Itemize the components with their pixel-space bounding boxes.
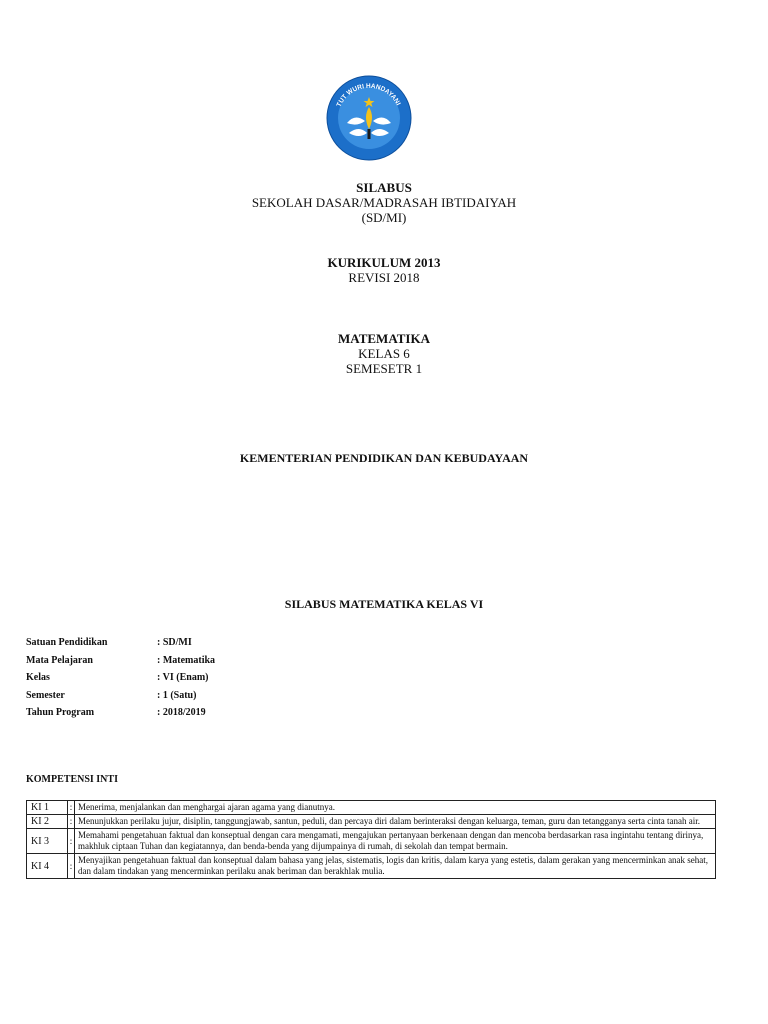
ki-text: Memahami pengetahuan faktual dan konseptual dengan cara mengamati, mengajukan pertanyaan berkenaan dengan dan mencoba berdasarkan rasa ingintahu tentang dirinya, makhluk ciptaan Tuhan dan kegiatannya, dan benda-benda yang dijumpainya di rumah, di sekolah dan tempat bermain. (75, 829, 716, 854)
info-value: : 1 (Satu) (157, 689, 197, 701)
table-row (27, 801, 716, 815)
info-label: Semester (26, 689, 65, 701)
info-label: Kelas (26, 672, 50, 683)
subject: MATEMATIKA (338, 331, 430, 346)
curriculum-block (0, 255, 768, 285)
info-row (26, 707, 215, 725)
info-value: : VI (Enam) (157, 672, 209, 683)
curriculum: KURIKULUM 2013 (327, 255, 441, 270)
ki-table (26, 800, 716, 879)
info-row (26, 655, 215, 673)
syllabus-title: SILABUS MATEMATIKA KELAS VI (284, 597, 484, 611)
svg-text:TUT WURI HANDAYANI: TUT WURI HANDAYANI (335, 82, 402, 109)
info-label: Tahun Program (26, 707, 95, 718)
ki-code: KI 3 (27, 829, 68, 854)
table-row (27, 815, 716, 829)
school-line-1: SEKOLAH DASAR/MADRASAH IBTIDAIYAH (251, 195, 517, 210)
semester: SEMESETR 1 (345, 361, 423, 376)
subject-block (0, 331, 768, 376)
info-value: : SD/MI (157, 637, 192, 648)
info-value: : Matematika (157, 654, 216, 666)
ki-separator: : (68, 815, 75, 829)
table-row (27, 854, 716, 879)
ki-code: KI 2 (27, 815, 68, 829)
cover-title: SILABUS (356, 180, 412, 195)
ki-code: KI 1 (27, 801, 68, 815)
ki-separator: : (68, 829, 75, 854)
info-label: Mata Pelajaran (26, 654, 93, 666)
ki-text: Menyajikan pengetahuan faktual dan konseptual dalam bahasa yang jelas, sistematis, logis dan kritis, dalam karya yang estetis, dalam gerakan yang mencerminkan anak sehat, dan dalam tindakan yang mencerminkan perilaku anak beriman dan berakhlak mulia. (75, 854, 716, 879)
ki-separator: : (68, 801, 75, 815)
ki-separator: : (68, 854, 75, 879)
ministry-name: KEMENTERIAN PENDIDIKAN DAN KEBUDAYAAN (239, 451, 529, 465)
info-label: Satuan Pendidikan (26, 637, 108, 648)
revision: REVISI 2018 (348, 270, 420, 285)
ki-text: Menunjukkan perilaku jujur, disiplin, tanggungjawab, santun, peduli, dan percaya diri dalam berinteraksi dengan keluarga, teman, guru dan tetangganya serta cinta tanah air. (75, 815, 716, 829)
syllabus-info (26, 637, 215, 725)
ki-text: Menerima, menjalankan dan menghargai ajaran agama yang dianutnya. (75, 801, 716, 815)
info-row (26, 690, 215, 708)
ki-heading: KOMPETENSI INTI (26, 774, 118, 785)
info-value: : 2018/2019 (157, 707, 206, 718)
tut-wuri-handayani-logo (325, 75, 413, 161)
ki-code: KI 4 (27, 854, 68, 879)
info-row (26, 672, 215, 690)
table-row (27, 829, 716, 854)
school-line-2: (SD/MI) (361, 210, 407, 225)
grade: KELAS 6 (358, 346, 410, 361)
cover-title-block (0, 180, 768, 225)
info-row (26, 637, 215, 655)
